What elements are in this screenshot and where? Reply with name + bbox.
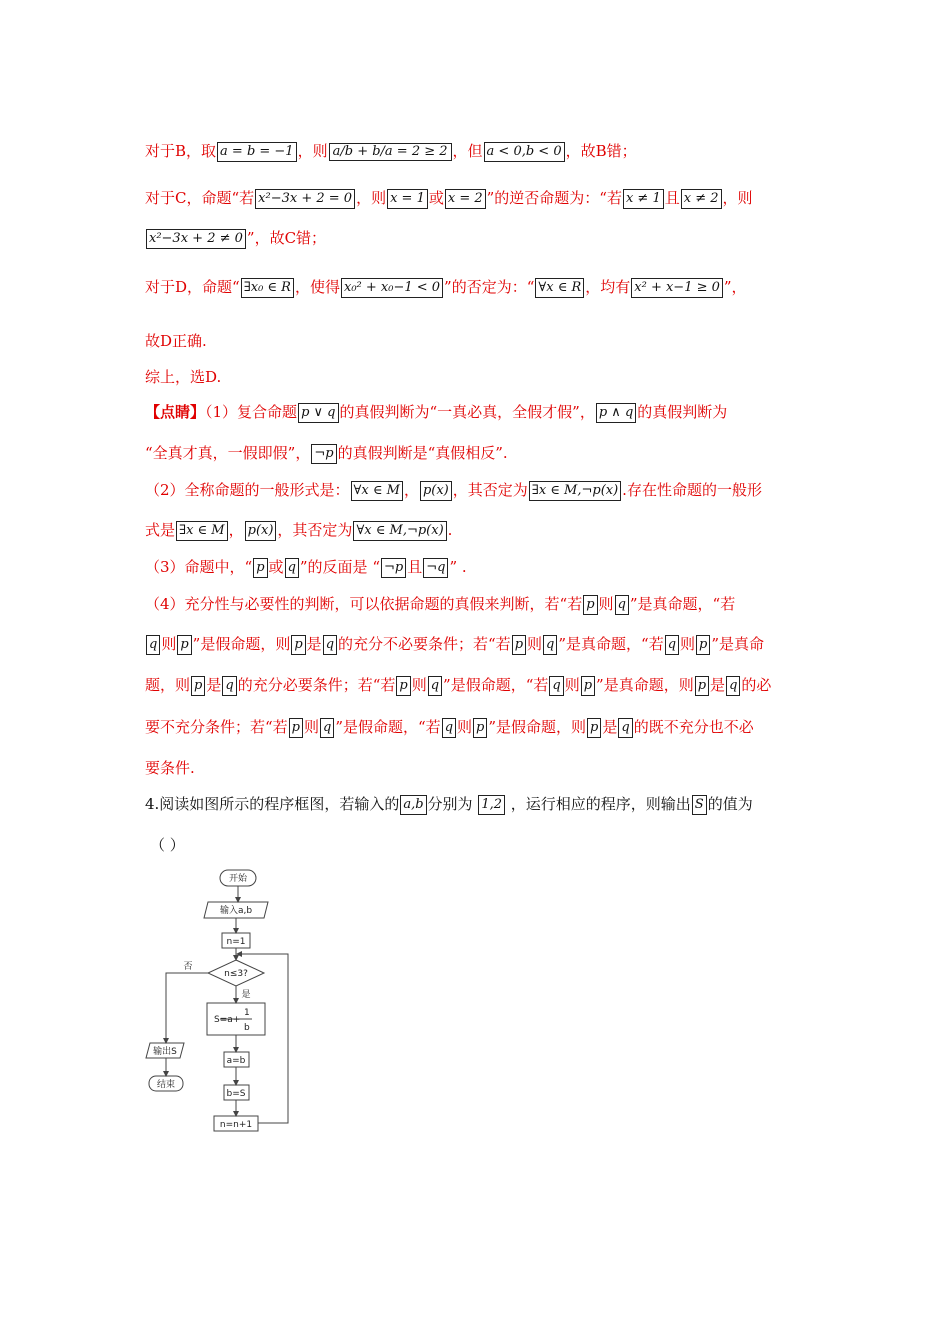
line-conclusion: 综上，选D.	[145, 368, 222, 386]
math-box: x²−3x + 2 = 0	[255, 189, 355, 209]
math-box: ∃x ∈ M	[176, 521, 228, 541]
line-note-1: 【点睛】（1）复合命题 p ∨ q 的真假判断为“一真必真，全假才假”， p ∧ q 的真假判断为	[145, 403, 728, 421]
math-box: p(x)	[420, 481, 452, 501]
math-box: ¬p	[311, 444, 336, 464]
math-box: q	[428, 676, 442, 696]
math-box: q	[285, 558, 299, 578]
math-box: a,b	[400, 795, 426, 815]
line-note-4-e: 要条件.	[145, 759, 195, 777]
math-box: p	[512, 635, 526, 655]
math-box: a < 0,b < 0	[484, 142, 565, 162]
math-box: q	[320, 718, 334, 738]
math-box: x²−3x + 2 ≠ 0	[146, 229, 246, 249]
flow-assign-a-label: a=b	[226, 1056, 246, 1066]
flow-input-label: 输入a,b	[219, 906, 253, 916]
line-note-2: （2）全称命题的一般形式是： ∀x ∈ M ， p(x) ，其否定为 ∃x ∈ M,¬p(x) .存在性命题的一般形	[145, 481, 762, 499]
math-box: q	[222, 676, 236, 696]
math-box: p	[696, 635, 710, 655]
flow-s-label: S=a+	[214, 1015, 241, 1025]
math-box: ¬p	[381, 558, 406, 578]
flow-end-label: 结束	[156, 1080, 176, 1090]
math-box: S	[692, 795, 707, 815]
line-option-c: 对于C，命题“若 x²−3x + 2 = 0 ，则 x = 1 或 x = 2 ”的逆否命题为：“若 x ≠ 1 且 x ≠ 2 ，则	[145, 189, 753, 207]
math-box: a/b + b/a = 2 ≥ 2	[329, 143, 452, 161]
question-4-choice: （ ）	[150, 836, 185, 854]
math-box: q	[726, 676, 740, 696]
math-box: a = b = −1	[217, 142, 297, 162]
line-option-b: 对于B，取 a = b = −1 ，则 a/b + b/a = 2 ≥ 2 ，但 a < 0,b < 0 ，故B错；	[145, 142, 637, 160]
math-box: q	[615, 595, 629, 615]
line-option-d: 对于D，命题“ ∃x₀ ∈ R ，使得 x₀² + x₀−1 < 0 ”的否定为：“ ∀x ∈ R ，均有 x² + x−1 ≥ 0 ”，	[145, 278, 747, 296]
math-box: p ∨ q	[298, 403, 338, 423]
math-box: p	[253, 558, 267, 578]
math-box: p(x)	[245, 521, 277, 541]
question-4: 4.阅读如图所示的程序框图，若输入的 a,b 分别为 1,2 ，运行相应的程序，则输出 S 的值为	[145, 795, 753, 813]
math-box: x² + x−1 ≥ 0	[631, 278, 723, 298]
math-box: q	[146, 635, 160, 655]
math-box: ∃x ∈ M,¬p(x)	[529, 481, 621, 501]
math-box: q	[442, 718, 456, 738]
math-box: p	[396, 676, 410, 696]
math-box: q	[323, 635, 337, 655]
line-d-correct: 故D正确.	[145, 332, 207, 350]
math-box: p	[587, 718, 601, 738]
math-box: p	[695, 676, 709, 696]
line-note-4-d: 要不充分条件；若“若 p 则 q ”是假命题，“若 q 则 p ”是假命题，则 p 是 q 的既不充分也不必	[145, 718, 754, 736]
math-box: q	[543, 635, 557, 655]
math-box: ∀x ∈ M,¬p(x)	[353, 521, 446, 541]
math-box: x = 2	[445, 189, 486, 209]
math-box: p	[191, 676, 205, 696]
math-box: x ≠ 1	[623, 189, 664, 209]
math-box: 1,2	[478, 795, 505, 815]
flow-init-label: n=1	[226, 937, 246, 947]
flow-cond-label: n≤3?	[224, 969, 248, 979]
line-note-4-b: q 则 p ”是假命题，则 p 是 q 的充分不必要条件；若“若 p 则 q ”是真命题，“若 q 则 p ”是真命	[145, 633, 764, 655]
math-box: x₀² + x₀−1 < 0	[341, 278, 443, 298]
math-box: p	[177, 635, 191, 655]
math-box: p	[473, 718, 487, 738]
math-box: ∀x ∈ M	[351, 481, 403, 501]
flow-no-label: 否	[183, 962, 193, 972]
line-note-4-c: 题，则 p 是 q 的充分必要条件；若“若 p 则 q ”是假命题，“若 q 则 p ”是真命题，则 p 是 q 的必	[145, 676, 772, 694]
math-box: ∃x₀ ∈ R	[241, 278, 294, 298]
math-box: q	[549, 676, 563, 696]
line-option-c-cont: x²−3x + 2 ≠ 0 ”，故C错；	[145, 227, 326, 249]
math-box: p	[291, 635, 305, 655]
flow-s-den: b	[244, 1023, 250, 1033]
math-box: q	[618, 718, 632, 738]
flow-s-num: 1	[244, 1008, 250, 1018]
flow-assign-b-label: b=S	[226, 1089, 246, 1099]
math-box: p	[289, 718, 303, 738]
line-note-4: （4）充分性与必要性的判断，可以依据命题的真假来判断，若“若 p 则 q ”是真命题，“若	[145, 595, 736, 613]
flow-output-label: 输出S	[153, 1047, 177, 1057]
math-box: p	[581, 676, 595, 696]
flowchart	[140, 866, 300, 1136]
flow-start-label: 开始	[228, 874, 248, 884]
flow-incr-label: n=n+1	[219, 1120, 253, 1130]
flow-yes-label: 是	[241, 990, 251, 1000]
math-box: x = 1	[387, 189, 428, 209]
line-note-1-cont: “全真才真，一假即假”， ¬p 的真假判断是“真假相反”.	[145, 444, 508, 462]
math-box: p ∧ q	[596, 403, 636, 423]
math-box: x ≠ 2	[681, 189, 722, 209]
math-box: q	[665, 635, 679, 655]
line-note-2-cont: 式是 ∃x ∈ M ， p(x) ，其否定为 ∀x ∈ M,¬p(x) .	[145, 521, 453, 539]
math-box: ¬q	[423, 558, 448, 578]
line-note-3: （3）命题中，“ p 或 q ”的反面是 “ ¬p 且 ¬q ” .	[145, 558, 467, 576]
math-box: ∀x ∈ R	[535, 278, 584, 298]
math-box: p	[583, 595, 597, 615]
